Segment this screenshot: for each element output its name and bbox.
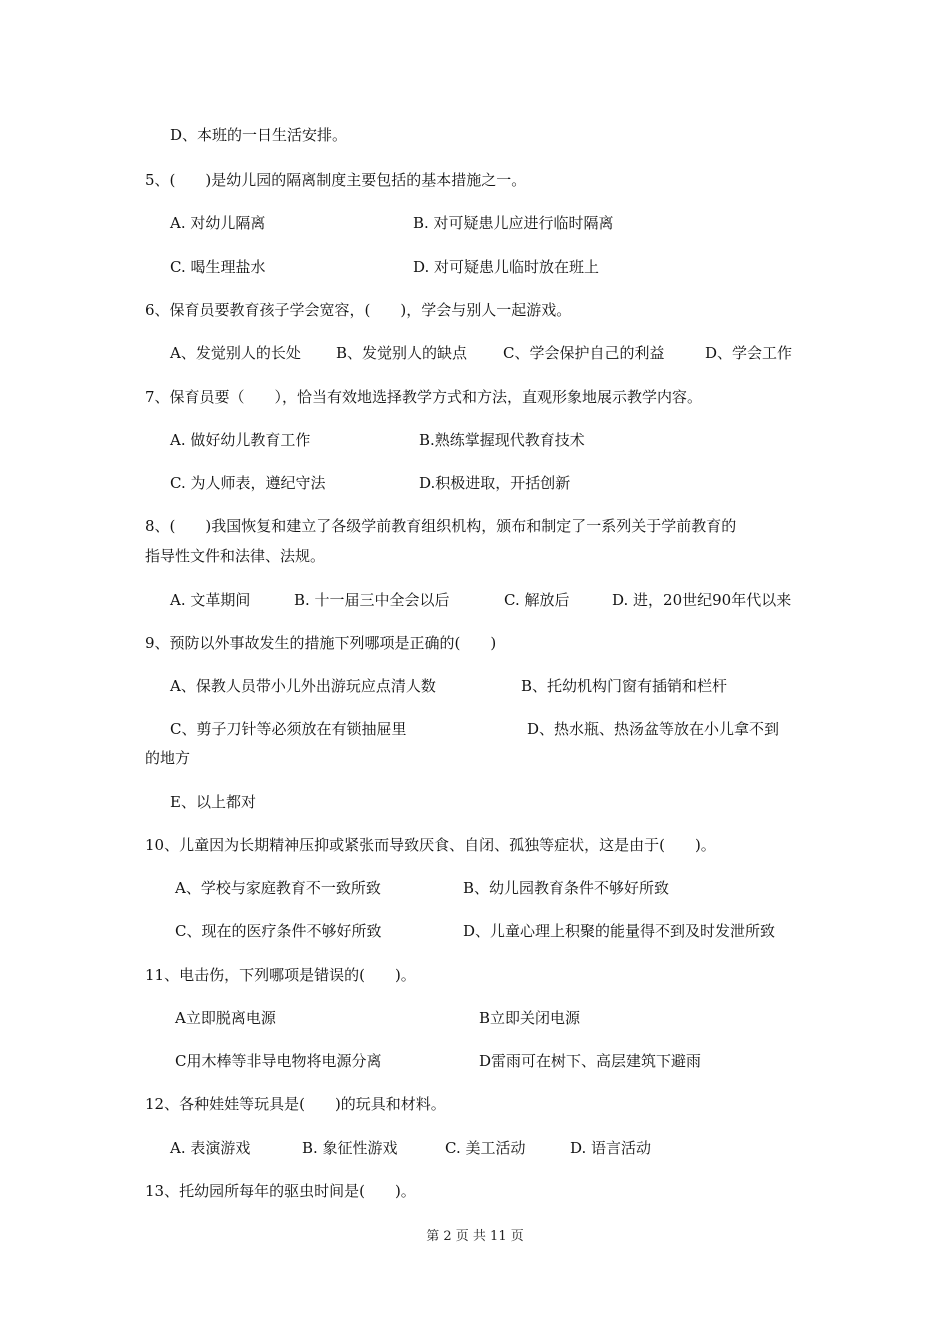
question-9: 9、预防以外事故发生的措施下列哪项是正确的( ) — [145, 634, 497, 652]
q12-option-d: D. 语言活动 — [570, 1139, 652, 1157]
q11-option-d: D雷雨可在树下、高层建筑下避雨 — [479, 1052, 702, 1070]
q9-option-d-line-2: 的地方 — [145, 749, 191, 767]
q12-option-c: C. 美工活动 — [445, 1139, 526, 1157]
q5-option-b: B. 对可疑患儿应进行临时隔离 — [413, 214, 614, 232]
q9-option-c: C、剪子刀针等必须放在有锁抽屉里 — [170, 720, 407, 738]
q5-option-a: A. 对幼儿隔离 — [170, 214, 266, 232]
q6-option-d: D、学会工作 — [705, 344, 793, 362]
q6-option-b: B、发觉别人的缺点 — [336, 344, 468, 362]
q7-option-d: D.积极进取，开括创新 — [419, 474, 571, 492]
q12-option-a: A. 表演游戏 — [170, 1139, 251, 1157]
question-8-line-2: 指导性文件和法律、法规。 — [145, 547, 326, 565]
question-10: 10、儿童因为长期精神压抑或紧张而导致厌食、自闭、孤独等症状，这是由于( )。 — [145, 836, 716, 854]
q10-option-b: B、幼儿园教育条件不够好所致 — [463, 879, 670, 897]
q7-option-a: A. 做好幼儿教育工作 — [170, 431, 311, 449]
q10-option-c: C、现在的医疗条件不够好所致 — [175, 922, 382, 940]
q6-option-a: A、发觉别人的长处 — [170, 344, 301, 362]
question-6: 6、保育员要教育孩子学会宽容，( )，学会与别人一起游戏。 — [145, 301, 572, 319]
q11-option-a: A立即脱离电源 — [175, 1009, 276, 1027]
q9-option-b: B、托幼机构门窗有插销和栏杆 — [521, 677, 728, 695]
q5-option-c: C. 喝生理盐水 — [170, 258, 266, 276]
q8-option-d: D. 进，20世纪90年代以来 — [612, 591, 792, 609]
question-12: 12、各种娃娃等玩具是( )的玩具和材料。 — [145, 1095, 446, 1113]
q8-option-c: C. 解放后 — [504, 591, 570, 609]
question-13: 13、托幼园所每年的驱虫时间是( )。 — [145, 1182, 416, 1200]
q10-option-a: A、学校与家庭教育不一致所致 — [175, 879, 381, 897]
q9-option-d-line-1: D、热水瓶、热汤盆等放在小儿拿不到 — [527, 720, 780, 738]
q5-option-d: D. 对可疑患儿临时放在班上 — [413, 258, 600, 276]
q11-option-c: C用木棒等非导电物将电源分离 — [175, 1052, 382, 1070]
q4-option-d: D、本班的一日生活安排。 — [170, 126, 348, 144]
question-8-line-1: 8、( )我国恢复和建立了各级学前教育组织机构，颁布和制定了一系列关于学前教育的 — [145, 517, 737, 535]
page-footer: 第 2 页 共 11 页 — [426, 1229, 524, 1244]
q6-option-c: C、学会保护自己的利益 — [503, 344, 665, 362]
q9-option-a: A、保教人员带小儿外出游玩应点清人数 — [170, 677, 436, 695]
q7-option-b: B.熟练掌握现代教育技术 — [419, 431, 585, 449]
q8-option-b: B. 十一届三中全会以后 — [294, 591, 450, 609]
q9-option-e: E、以上都对 — [170, 793, 256, 811]
question-5: 5、( )是幼儿园的隔离制度主要包括的基本措施之一。 — [145, 171, 527, 189]
q11-option-b: B立即关闭电源 — [479, 1009, 581, 1027]
q8-option-a: A. 文革期间 — [170, 591, 251, 609]
q7-option-c: C. 为人师表，遵纪守法 — [170, 474, 326, 492]
question-11: 11、电击伤，下列哪项是错误的( )。 — [145, 966, 416, 984]
q10-option-d: D、儿童心理上积聚的能量得不到及时发泄所致 — [463, 922, 776, 940]
question-7: 7、保育员要（ ），恰当有效地选择教学方式和方法，直观形象地展示教学内容。 — [145, 388, 703, 406]
q12-option-b: B. 象征性游戏 — [302, 1139, 398, 1157]
